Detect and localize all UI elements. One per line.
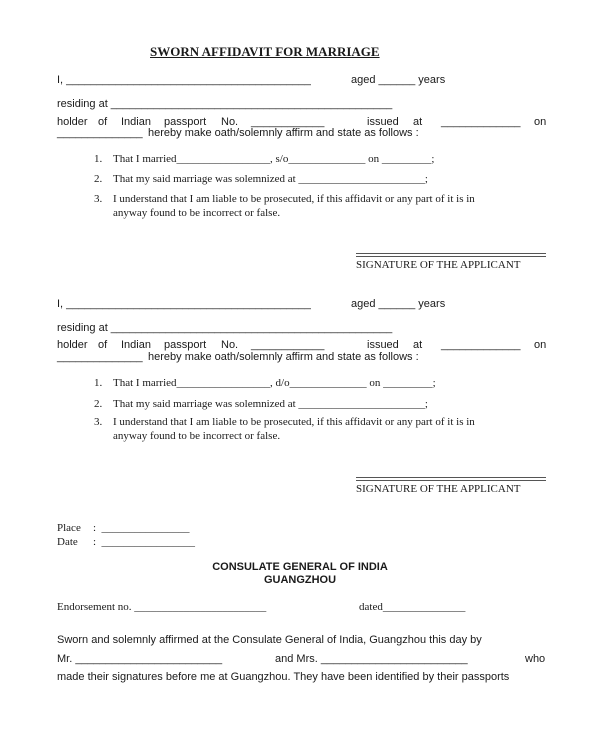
issued-word: issued bbox=[367, 116, 399, 128]
passport-number-blank: ____________ bbox=[251, 116, 325, 128]
passport-word: passport bbox=[164, 339, 207, 351]
endorsement-number: Endorsement no. ________________________ bbox=[57, 601, 267, 613]
consulate-city: GUANGZHOU bbox=[263, 574, 337, 586]
issue-date-blank: ______________ bbox=[57, 127, 143, 139]
issued-word: issued bbox=[367, 339, 399, 351]
passport-number-blank: ____________ bbox=[251, 339, 325, 351]
signature-line bbox=[356, 253, 546, 254]
holder-word: holder bbox=[57, 116, 88, 128]
item-number: 1. bbox=[94, 377, 103, 389]
prosecution-clause: I understand that I am liable to be prosecuted, if this affidavit or any part of it is in bbox=[113, 193, 475, 205]
signature-line bbox=[356, 256, 546, 257]
married-clause: That I married_________________, d/o______________ on _________; bbox=[113, 377, 436, 389]
signature-label: SIGNATURE OF THE APPLICANT bbox=[356, 259, 521, 271]
date-blank: : _________________ bbox=[93, 536, 196, 548]
residing-line: residing at ______________________________________________ bbox=[57, 322, 393, 334]
at-word: at bbox=[413, 116, 423, 128]
aged-line: aged ______ years bbox=[351, 298, 446, 310]
mr-name-blank: Mr. ________________________ bbox=[57, 653, 223, 665]
signature-line bbox=[356, 477, 546, 478]
prosecution-clause-cont: anyway found to be incorrect or false. bbox=[113, 207, 281, 219]
married-clause: That I married_________________, s/o______________ on _________; bbox=[113, 153, 435, 165]
sworn-statement: Sworn and solemnly affirmed at the Consulate General of India, Guangzhou this day by bbox=[57, 634, 482, 646]
residing-line: residing at ______________________________________________ bbox=[57, 98, 393, 110]
of-word: of bbox=[98, 116, 108, 128]
oath-statement: hereby make oath/solemnly affirm and state as follows : bbox=[148, 127, 419, 139]
aged-line: aged ______ years bbox=[351, 74, 446, 86]
indian-word: Indian bbox=[121, 339, 151, 351]
item-number: 1. bbox=[94, 153, 103, 165]
oath-statement: hereby make oath/solemnly affirm and state as follows : bbox=[148, 351, 419, 363]
document-title: SWORN AFFIDAVIT FOR MARRIAGE bbox=[150, 44, 380, 59]
item-number: 3. bbox=[94, 193, 103, 205]
name-line: I, ________________________________________ bbox=[57, 74, 311, 86]
passport-word: passport bbox=[164, 116, 207, 128]
name-line: I, ________________________________________ bbox=[57, 298, 311, 310]
solemnized-clause: That my said marriage was solemnized at _______________________; bbox=[113, 398, 428, 410]
place-blank: : ________________ bbox=[93, 522, 190, 534]
prosecution-clause-cont: anyway found to be incorrect or false. bbox=[113, 430, 281, 442]
endorsement-date: dated_______________ bbox=[359, 601, 466, 613]
place-label: Place bbox=[57, 522, 81, 534]
signature-line bbox=[356, 480, 546, 481]
consulate-heading: CONSULATE GENERAL OF INDIA bbox=[212, 561, 388, 573]
prosecution-clause: I understand that I am liable to be prosecuted, if this affidavit or any part of it is in bbox=[113, 416, 475, 428]
at-word: at bbox=[413, 339, 423, 351]
item-number: 2. bbox=[94, 398, 103, 410]
mrs-name-blank: and Mrs. ________________________ bbox=[275, 653, 468, 665]
on-word: on bbox=[534, 116, 547, 128]
issued-at-blank: _____________ bbox=[441, 339, 521, 351]
signature-label: SIGNATURE OF THE APPLICANT bbox=[356, 483, 521, 495]
date-label: Date bbox=[57, 536, 78, 548]
item-number: 2. bbox=[94, 173, 103, 185]
issued-at-blank: _____________ bbox=[441, 116, 521, 128]
on-word: on bbox=[534, 339, 547, 351]
solemnized-clause: That my said marriage was solemnized at _______________________; bbox=[113, 173, 428, 185]
no-word: No. bbox=[221, 339, 239, 351]
indian-word: Indian bbox=[121, 116, 151, 128]
holder-word: holder bbox=[57, 339, 88, 351]
issue-date-blank: ______________ bbox=[57, 351, 143, 363]
no-word: No. bbox=[221, 116, 239, 128]
item-number: 3. bbox=[94, 416, 103, 428]
who-word: who bbox=[525, 653, 546, 665]
of-word: of bbox=[98, 339, 108, 351]
sworn-statement-cont: made their signatures before me at Guangzhou. They have been identified by their passports bbox=[57, 671, 510, 683]
